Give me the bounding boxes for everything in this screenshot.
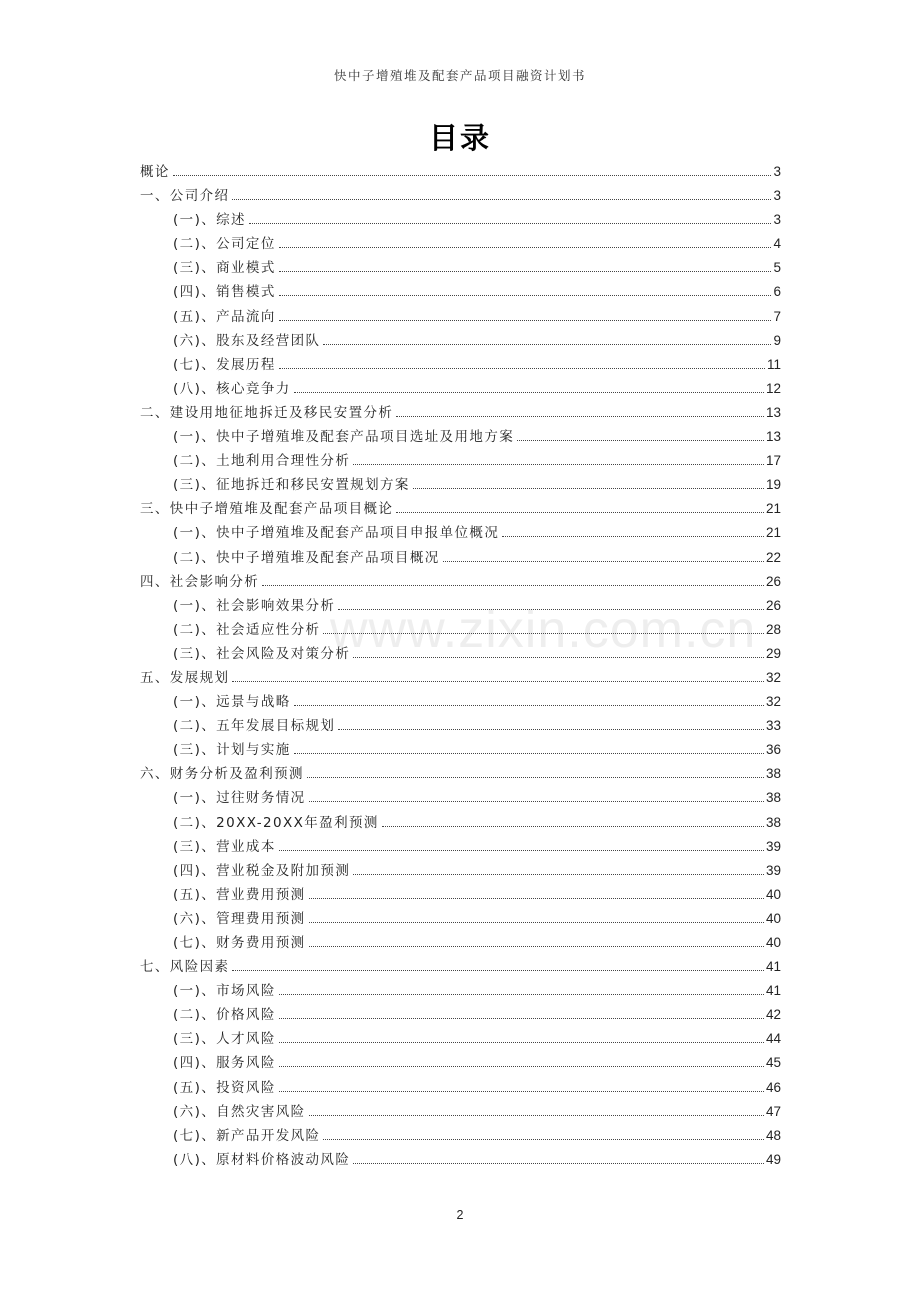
toc-entry[interactable] — [140, 546, 781, 570]
toc-dot-leader — [353, 657, 764, 658]
toc-entry[interactable] — [140, 907, 781, 931]
toc-entry-page: 32 — [765, 669, 781, 685]
toc-dot-leader — [309, 1115, 764, 1116]
toc-entry-label: 一、公司介绍 — [140, 188, 230, 205]
toc-entry[interactable] — [140, 1076, 781, 1100]
toc-dot-leader — [279, 368, 765, 369]
toc-entry-label: (二)、快中子增殖堆及配套产品项目概况 — [173, 549, 440, 566]
toc-entry-label: (三)、计划与实施 — [173, 742, 291, 759]
toc-entry-page: 26 — [765, 597, 781, 613]
toc-entry-page: 4 — [773, 236, 781, 252]
toc-dot-leader — [279, 295, 772, 296]
toc-entry[interactable] — [140, 497, 781, 521]
toc-entry-page: 40 — [765, 935, 781, 950]
toc-entry[interactable] — [140, 473, 781, 497]
toc-dot-leader — [279, 271, 772, 272]
toc-entry[interactable] — [140, 570, 781, 594]
toc-entry[interactable] — [140, 401, 781, 425]
toc-entry-label: (六)、管理费用预测 — [173, 910, 306, 927]
toc-entry[interactable] — [140, 811, 781, 835]
toc-dot-leader — [173, 175, 772, 176]
toc-dot-leader — [309, 922, 764, 923]
toc-entry-page: 49 — [765, 1151, 781, 1167]
toc-entry-label: (四)、营业税金及附加预测 — [173, 862, 351, 879]
toc-dot-leader — [279, 1091, 764, 1092]
toc-dot-leader — [232, 199, 771, 200]
toc-entry[interactable] — [140, 1027, 781, 1051]
toc-dot-leader — [279, 1018, 764, 1019]
toc-entry[interactable] — [140, 1003, 781, 1027]
page-number: 2 — [456, 1208, 464, 1222]
toc-entry[interactable] — [140, 642, 781, 666]
toc-dot-leader — [294, 705, 764, 706]
toc-dot-leader — [232, 681, 764, 682]
toc-entry[interactable] — [140, 955, 781, 979]
toc-entry[interactable] — [140, 449, 781, 473]
toc-entry-page: 7 — [773, 308, 781, 324]
toc-dot-leader — [338, 609, 764, 610]
toc-entry[interactable] — [140, 208, 781, 232]
toc-entry[interactable] — [140, 425, 781, 449]
toc-entry-page: 46 — [765, 1079, 781, 1095]
toc-entry-page: 33 — [765, 718, 781, 734]
toc-entry-label: (五)、营业费用预测 — [173, 886, 306, 903]
toc-entry[interactable] — [140, 1124, 781, 1148]
toc-dot-leader — [517, 440, 764, 441]
toc-entry-label: (二)、价格风险 — [173, 1007, 276, 1024]
toc-entry-page: 36 — [765, 742, 781, 758]
toc-dot-leader — [294, 392, 764, 393]
toc-dot-leader — [279, 1066, 764, 1067]
toc-dot-leader — [309, 898, 764, 899]
toc-entry[interactable] — [140, 1051, 781, 1075]
toc-entry-page: 41 — [765, 959, 781, 975]
toc-entry-label: 三、快中子增殖堆及配套产品项目概论 — [140, 501, 394, 518]
toc-entry[interactable] — [140, 1100, 781, 1124]
toc-entry-page: 29 — [765, 645, 781, 661]
toc-dot-leader — [279, 850, 764, 851]
toc-entry[interactable] — [140, 521, 781, 545]
toc-entry[interactable] — [140, 786, 781, 810]
toc-dot-leader — [443, 561, 764, 562]
toc-entry-label: (三)、人才风险 — [173, 1031, 276, 1048]
toc-entry-page: 45 — [765, 1055, 781, 1071]
toc-entry-page: 48 — [765, 1127, 781, 1143]
toc-entry[interactable] — [140, 979, 781, 1003]
toc-entry-label: 七、风险因素 — [140, 959, 230, 976]
toc-entry[interactable] — [140, 738, 781, 762]
toc-entry-page: 47 — [765, 1103, 781, 1119]
toc-entry-label: (二)、20XX-20XX年盈利预测 — [173, 814, 379, 831]
toc-entry-page: 38 — [765, 766, 781, 782]
toc-entry-label: 六、财务分析及盈利预测 — [140, 766, 304, 783]
toc-dot-leader — [279, 247, 772, 248]
toc-entry[interactable] — [140, 1148, 781, 1172]
toc-entry[interactable] — [140, 353, 781, 377]
toc-dot-leader — [323, 344, 771, 345]
toc-entry-label: (一)、快中子增殖堆及配套产品项目选址及用地方案 — [173, 429, 515, 446]
toc-entry-page: 42 — [765, 1007, 781, 1023]
toc-entry-label: (二)、土地利用合理性分析 — [173, 453, 351, 470]
toc-entry[interactable] — [140, 232, 781, 256]
toc-entry-page: 40 — [765, 910, 781, 926]
toc-entry-page: 22 — [765, 549, 781, 565]
toc-entry-label: (一)、社会影响效果分析 — [173, 597, 336, 614]
toc-dot-leader — [309, 946, 764, 947]
toc-dot-leader — [262, 585, 764, 586]
toc-entry-label: (一)、过往财务情况 — [173, 790, 306, 807]
toc-entry[interactable] — [140, 835, 781, 859]
toc-dot-leader — [502, 536, 764, 537]
toc-entry-label: (二)、五年发展目标规划 — [173, 718, 336, 735]
toc-entry-label: (三)、征地拆迁和移民安置规划方案 — [173, 477, 410, 494]
toc-entry-page: 5 — [773, 260, 781, 276]
toc-entry-page: 13 — [765, 429, 781, 445]
toc-entry-page: 41 — [765, 983, 781, 999]
toc-entry-label: (四)、销售模式 — [173, 284, 276, 301]
toc-entry-page: 17 — [765, 453, 781, 469]
toc-entry[interactable] — [140, 666, 781, 690]
toc-entry-page: 6 — [773, 284, 781, 300]
toc-dot-leader — [338, 729, 764, 730]
toc-entry-page: 11 — [766, 356, 781, 372]
toc-entry[interactable] — [140, 377, 781, 401]
toc-entry-label: (七)、新产品开发风险 — [173, 1127, 321, 1144]
toc-dot-leader — [307, 777, 764, 778]
toc-entry[interactable] — [140, 184, 781, 208]
toc-dot-leader — [232, 970, 764, 971]
toc-entry-page: 9 — [773, 332, 781, 348]
toc-dot-leader — [353, 874, 764, 875]
toc-entry-label: (二)、社会适应性分析 — [173, 621, 321, 638]
toc-entry-page: 3 — [773, 212, 781, 228]
toc-dot-leader — [382, 826, 764, 827]
toc-entry-label: (三)、营业成本 — [173, 838, 276, 855]
toc-entry-label: (六)、股东及经营团队 — [173, 332, 321, 349]
toc-entry-label: 四、社会影响分析 — [140, 573, 260, 590]
toc-dot-leader — [396, 512, 764, 513]
toc-entry-page: 28 — [765, 621, 781, 637]
toc-entry[interactable] — [140, 883, 781, 907]
toc-dot-leader — [279, 1042, 764, 1043]
toc-entry[interactable] — [140, 618, 781, 642]
toc-entry-page: 12 — [765, 380, 781, 396]
toc-entry[interactable] — [140, 762, 781, 786]
toc-entry-page: 3 — [773, 164, 781, 179]
watermark: www.zixin.com.cn — [330, 601, 757, 659]
toc-entry[interactable] — [140, 714, 781, 738]
toc-entry-page: 26 — [765, 573, 781, 589]
toc-entry-page: 38 — [765, 790, 781, 806]
toc-entry-label: 二、建设用地征地拆迁及移民安置分析 — [140, 404, 394, 421]
toc-dot-leader — [353, 464, 764, 465]
toc-dot-leader — [413, 488, 764, 489]
toc-entry-label: 概论 — [140, 164, 170, 180]
toc-entry-page: 3 — [773, 188, 781, 204]
toc-entry-label: (四)、服务风险 — [173, 1055, 276, 1072]
toc-dot-leader — [294, 753, 764, 754]
toc-entry-label: (七)、财务费用预测 — [173, 935, 306, 951]
toc-entry-page: 21 — [765, 525, 781, 541]
toc-entry[interactable] — [140, 329, 781, 353]
toc-entry[interactable] — [140, 305, 781, 329]
toc-entry-label: (八)、核心竞争力 — [173, 380, 291, 397]
toc-entry-page: 32 — [765, 694, 781, 710]
toc-entry-page: 13 — [765, 404, 781, 420]
toc-entry-label: (八)、原材料价格波动风险 — [173, 1151, 351, 1168]
toc-dot-leader — [249, 223, 772, 224]
toc-dot-leader — [279, 994, 764, 995]
toc-dot-leader — [279, 320, 772, 321]
toc-entry[interactable] — [140, 859, 781, 883]
toc-entry[interactable] — [140, 931, 781, 955]
table-of-contents — [140, 160, 781, 1172]
toc-entry-page: 44 — [765, 1031, 781, 1047]
running-header: 快中子增殖堆及配套产品项目融资计划书 — [333, 68, 586, 83]
toc-entry-label: (六)、自然灾害风险 — [173, 1103, 306, 1120]
toc-dot-leader — [323, 1139, 764, 1140]
toc-entry[interactable] — [140, 160, 781, 184]
toc-entry-label: (三)、社会风险及对策分析 — [173, 645, 351, 662]
toc-entry-page: 19 — [765, 477, 781, 493]
toc-entry-label: (一)、远景与战略 — [173, 694, 291, 711]
toc-entry-label: (一)、快中子增殖堆及配套产品项目申报单位概况 — [173, 525, 500, 542]
toc-entry[interactable] — [140, 256, 781, 280]
toc-entry[interactable] — [140, 690, 781, 714]
toc-dot-leader — [396, 416, 764, 417]
toc-entry-label: (三)、商业模式 — [173, 260, 276, 277]
toc-entry-page: 39 — [765, 838, 781, 854]
toc-entry-page: 39 — [765, 862, 781, 878]
toc-entry-label: (一)、市场风险 — [173, 983, 276, 1000]
toc-dot-leader — [353, 1163, 764, 1164]
toc-entry-page: 40 — [765, 886, 781, 902]
toc-entry-page: 38 — [765, 814, 781, 830]
toc-entry-label: (七)、发展历程 — [173, 356, 276, 373]
toc-dot-leader — [309, 801, 764, 802]
toc-entry-label: (一)、综述 — [173, 212, 246, 229]
toc-entry-label: (二)、公司定位 — [173, 236, 276, 253]
toc-entry[interactable] — [140, 594, 781, 618]
page-title: 目录 — [428, 121, 491, 155]
toc-entry-label: (五)、产品流向 — [173, 308, 276, 325]
toc-entry-label: 五、发展规划 — [140, 669, 230, 686]
toc-entry-label: (五)、投资风险 — [173, 1079, 276, 1096]
toc-dot-leader — [323, 633, 764, 634]
toc-entry-page: 21 — [765, 501, 781, 517]
toc-entry[interactable] — [140, 280, 781, 304]
